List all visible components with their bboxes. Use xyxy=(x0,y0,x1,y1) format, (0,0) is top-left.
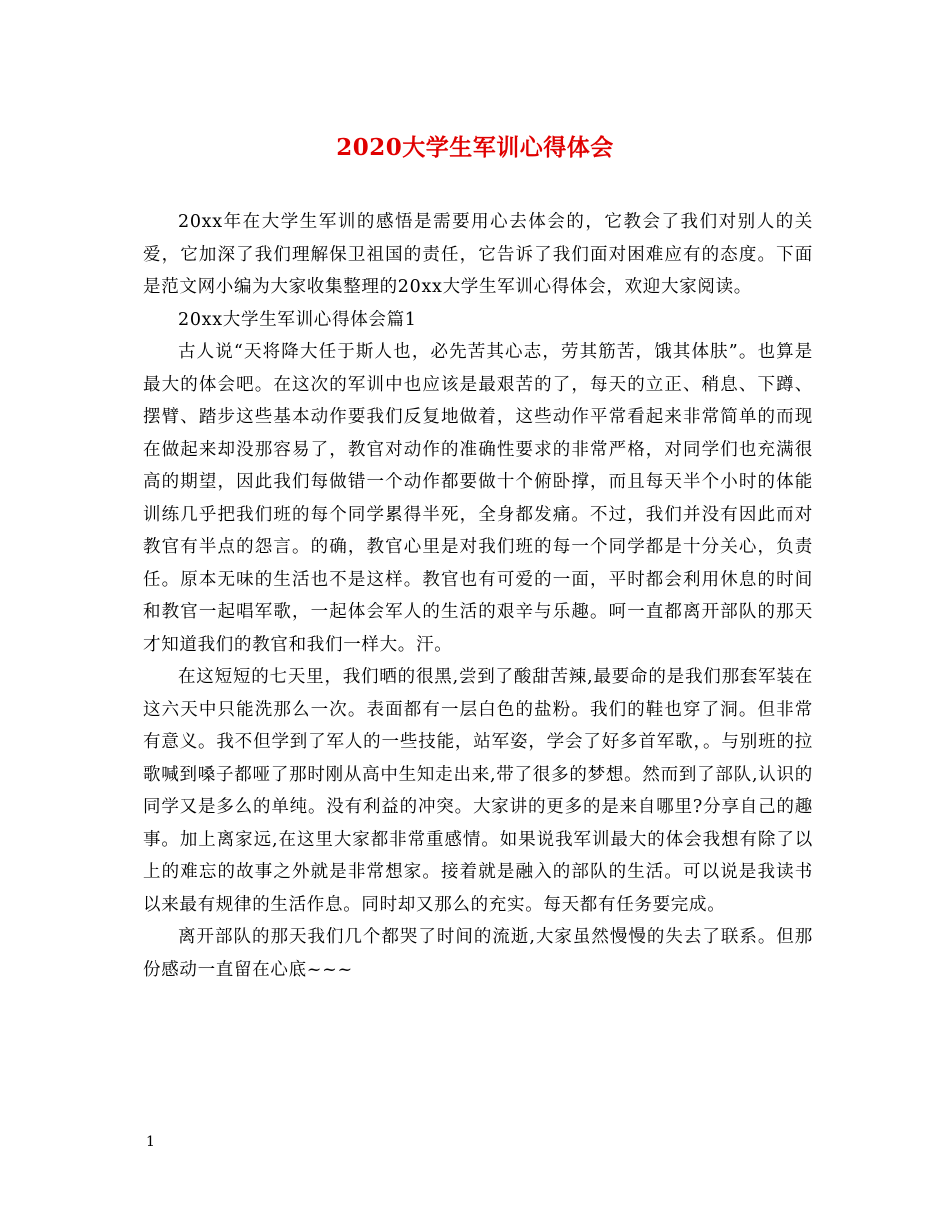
document-body xyxy=(143,206,813,986)
page-number: 1 xyxy=(146,1134,155,1150)
section-heading: 20xx大学生军训心得体会篇1 xyxy=(178,309,417,330)
page-title: 2020大学生军训心得体会 xyxy=(336,134,614,161)
body-paragraph: 在这短短的七天里，我们晒的很黑,尝到了酸甜苦辣,最要命的是我们那套军装在这六天中只能洗那么一次。表面都有一层白色的盐粉。我们的鞋也穿了洞。但非常有意义。我不但学到了军人的一些技能，站军姿，学会了好多首军歌，。与别班的拉歌喊到嗓子都哑了那时刚从高中生知走出来,带了很多的梦想。然而到了部队,认识的同学又是多么的单纯。没有利益的冲突。大家讲的更多的是来自哪里?分享自己的趣事。加上离家远,在这里大家都非常重感情。如果说我军训最大的体会我想有除了以上的难忘的故事之外就是非常想家。接着就是融入的部队的生活。可以说是我读书以来最有规律的生活作息。同时却又那么的充实。每天都有任务要完成。 xyxy=(143,667,813,915)
body-paragraph: 古人说“天将降大任于斯人也，必先苦其心志，劳其筋苦，饿其体肤”。也算是最大的体会吧。在这次的军训中也应该是最艰苦的了，每天的立正、稍息、下蹲、摆臂、踏步这些基本动作要我们反复地做着，这些动作平常看起来非常简单的而现在做起来却没那容易了，教官对动作的准确性要求的非常严格，对同学们也充满很高的期望，因此我们每做错一个动作都要做十个俯卧撑，而且每天半个小时的体能训练几乎把我们班的每个同学累得半死，全身都发痛。不过，我们并没有因此而对教官有半点的怨言。的确，教官心里是对我们班的每一个同学都是十分关心，负责任。原本无味的生活也不是这样。教官也有可爱的一面，平时都会利用休息的时间和教官一起唱军歌，一起体会军人的生活的艰辛与乐趣。呵一直都离开部队的那天才知道我们的教官和我们一样大。汗。 xyxy=(143,342,813,655)
body-paragraph: 离开部队的那天我们几个都哭了时间的流逝,大家虽然慢慢的失去了联系。但那份感动一直留在心底~~~ xyxy=(143,927,813,980)
intro-paragraph: 20xx年在大学生军训的感悟是需要用心去体会的，它教会了我们对别人的关爱，它加深了我们理解保卫祖国的责任，它告诉了我们面对困难应有的态度。下面是范文网小编为大家收集整理的20xx大学生军训心得体会，欢迎大家阅读。 xyxy=(143,212,813,297)
